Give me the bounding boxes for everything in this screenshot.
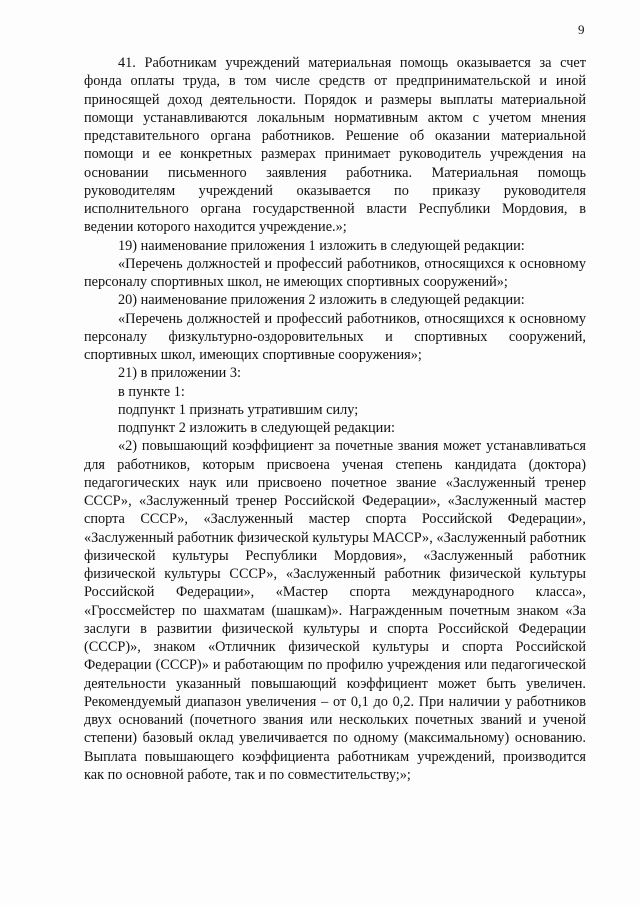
paragraph-amendment-21: 21) в приложении 3:: [118, 365, 242, 382]
page-number: 9: [578, 22, 585, 37]
document-body: [84, 54, 586, 784]
paragraph-item-41: 41. Работникам учреждений материальная помощь оказывается за счет фонда оплаты труда, в том числе средств от предпринимательской и иной приносящей доход деятельности. Порядок и размеры выплаты материальной помощи устанавливаются локальным нормативным актом с учетом мнения представительного органа работников. Решение об оказании материальной помощи и ее конкретных размерах принимает руководитель учреждения на основании письменного заявления работника. Материальная помощь руководителям учреждений оказывается по приказу руководителя исполнительного органа государственной власти Республики Мордовия, в ведении которого находится учреждение.»;: [84, 55, 586, 236]
paragraph-amendment-20: 20) наименование приложения 2 изложить в следующей редакции:: [118, 292, 525, 309]
paragraph-appendix-2-title: «Перечень должностей и профессий работников, относящихся к основному персоналу физкультурно-оздоровительных и спортивных сооружений, спортивных школ, имеющих спортивные сооружения»;: [84, 310, 586, 363]
paragraph-appendix-1-title: «Перечень должностей и профессий работников, относящихся к основному персоналу спортивных школ, не имеющих спортивных сооружений»;: [84, 255, 586, 290]
paragraph-subpoint-1-repeal: подпункт 1 признать утратившим силу;: [118, 401, 359, 418]
paragraph-amendment-19: 19) наименование приложения 1 изложить в следующей редакции:: [118, 237, 525, 254]
paragraph-subpoint-2-intro: подпункт 2 изложить в следующей редакции:: [118, 420, 395, 436]
paragraph-subpoint-2-text: «2) повышающий коэффициент за почетные звания может устанавливаться для работников, которым присвоена ученая степень кандидата (доктора) педагогических наук или присвоено почетное звание «Заслуженный тренер СССР», «Заслуженный тренер Российской Федерации», «Заслуженный мастер спорта СССР», «Заслуженный мастер спорта Российской Федерации», «Заслуженный работник физической культуры МАССР», «Заслуженный работник физической культуры Республики Мордовия», «Заслуженный работник физической культуры СССР», «Заслуженный работник физической культуры Российской Федерации», «Мастер спорта международного класса», «Гроссмейстер по шахматам (шашкам)». Награжденным почетным знаком «За заслуги в развитии физической культуры и спорта Российской Федерации (СССР)», знаком «Отличник физической культуры и спорта Российской Федерации (СССР)» и работающим по профилю учреждения или педагогической деятельности указанный повышающий коэффициент может быть увеличен. Рекомендуемый диапазон увеличения – от 0,1 до 0,2. При наличии у работников двух оснований (почетного звания или нескольких почетных званий и ученой степени) базовый оклад увеличивается по одному (максимальному) основанию. Выплата повышающего коэффициента работникам учреждений, производится как по основной работе, так и по совместительству;»;: [84, 438, 586, 783]
paragraph-point-1: в пункте 1:: [118, 383, 185, 400]
